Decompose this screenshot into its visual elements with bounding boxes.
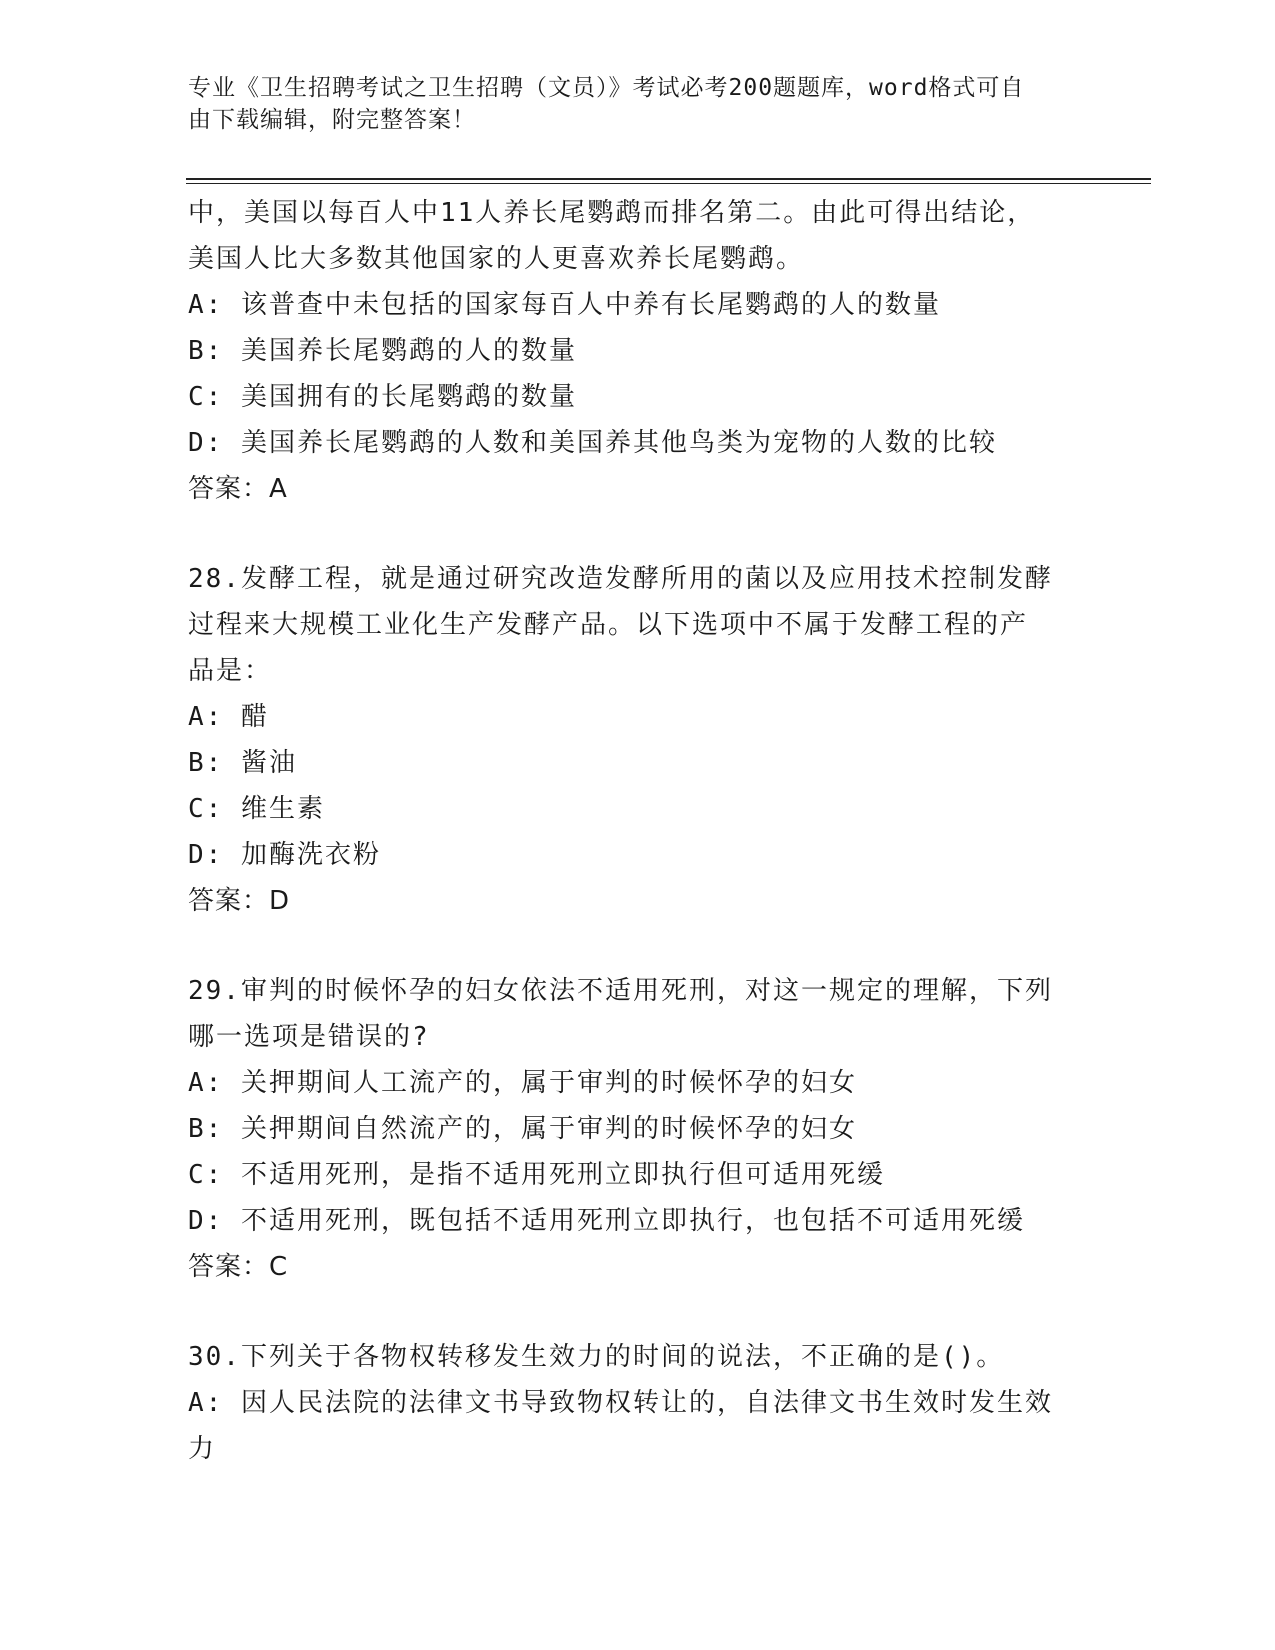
question-stem-line: 过程来大规模工业化生产发酵产品。以下选项中不属于发酵工程的产 — [188, 610, 1029, 640]
question-28 — [188, 556, 1108, 924]
answer-label: 答案：D — [188, 886, 291, 916]
document-header — [188, 72, 1068, 136]
option-d: D: 美国养长尾鹦鹉的人数和美国养其他鸟类为宠物的人数的比较 — [188, 428, 997, 458]
header-line-2: 由下载编辑，附完整答案！ — [188, 107, 476, 133]
answer-label: 答案：A — [188, 474, 288, 504]
option-d: D: 不适用死刑，既包括不适用死刑立即执行，也包括不可适用死缓 — [188, 1206, 1025, 1236]
option-a: A: 醋 — [188, 702, 269, 732]
question-spacer — [188, 924, 1108, 968]
question-spacer — [188, 1290, 1108, 1334]
question-30 — [188, 1334, 1108, 1472]
question-stem-line: 品是： — [188, 656, 273, 686]
option-c: C: 美国拥有的长尾鹦鹉的数量 — [188, 382, 577, 412]
header-line-1: 专业《卫生招聘考试之卫生招聘（文员）》考试必考200题题库，word格式可自 — [188, 75, 1025, 101]
option-c: C: 不适用死刑，是指不适用死刑立即执行但可适用死缓 — [188, 1160, 885, 1190]
option-b: B: 关押期间自然流产的，属于审判的时候怀孕的妇女 — [188, 1114, 857, 1144]
option-d: D: 加酶洗衣粉 — [188, 840, 381, 870]
question-stem-line: 美国人比大多数其他国家的人更喜欢养长尾鹦鹉。 — [188, 244, 805, 274]
option-a: A: 因人民法院的法律文书导致物权转让的，自法律文书生效时发生效 — [188, 1388, 1053, 1418]
option-a-continued: 力 — [188, 1434, 217, 1464]
option-a: A: 该普查中未包括的国家每百人中养有长尾鹦鹉的人的数量 — [188, 290, 941, 320]
question-29 — [188, 968, 1108, 1290]
question-stem-line: 30.下列关于各物权转移发生效力的时间的说法，不正确的是()。 — [188, 1342, 1005, 1372]
question-27 — [188, 190, 1108, 512]
question-stem-line: 28.发酵工程，就是通过研究改造发酵所用的菌以及应用技术控制发酵 — [188, 564, 1053, 594]
option-b: B: 酱油 — [188, 748, 297, 778]
header-divider-thin — [186, 183, 1151, 184]
question-spacer — [188, 512, 1108, 556]
option-b: B: 美国养长尾鹦鹉的人的数量 — [188, 336, 577, 366]
question-stem-line: 29.审判的时候怀孕的妇女依法不适用死刑，对这一规定的理解，下列 — [188, 976, 1053, 1006]
option-c: C: 维生素 — [188, 794, 325, 824]
question-stem-line: 哪一选项是错误的? — [188, 1022, 430, 1052]
answer-label: 答案：C — [188, 1252, 289, 1282]
question-content — [188, 190, 1108, 1472]
question-stem-line: 中，美国以每百人中11人养长尾鹦鹉而排名第二。由此可得出结论， — [188, 198, 1036, 228]
option-a: A: 关押期间人工流产的，属于审判的时候怀孕的妇女 — [188, 1068, 857, 1098]
header-divider-thick — [186, 178, 1151, 180]
